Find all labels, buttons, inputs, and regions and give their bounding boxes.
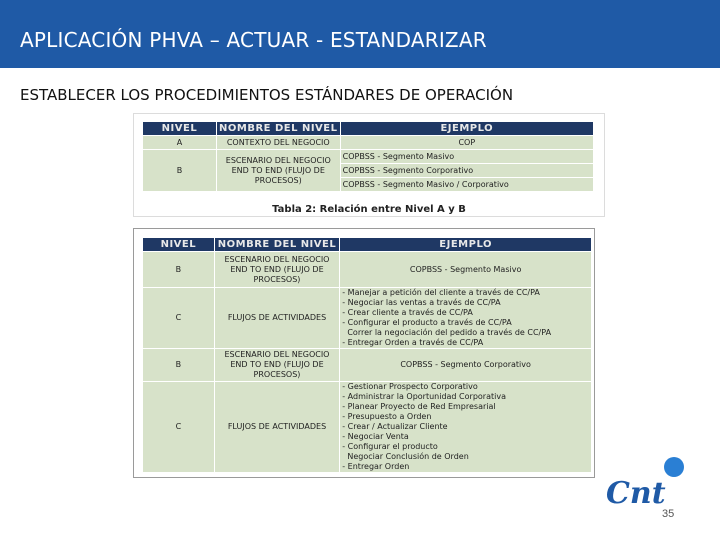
list-item: Negociar Conclusión de Orden	[342, 452, 469, 461]
table1-header-row	[143, 122, 594, 136]
table2-r4-nivel: C	[143, 382, 215, 473]
table-row	[143, 252, 592, 288]
table1-b-nombre: ESCENARIO DEL NEGOCIO END TO END (FLUJO DE PROCESOS)	[216, 150, 340, 192]
table1-panel	[133, 113, 605, 217]
table2-r2-nivel: C	[143, 288, 215, 349]
table2-r3-ejemplo: COPBSS - Segmento Corporativo	[340, 349, 592, 382]
table2-r1-ejemplo: COPBSS - Segmento Masivo	[340, 252, 592, 288]
table-row	[143, 349, 592, 382]
list-item: - Entregar Orden a través de CC/PA	[342, 338, 484, 347]
table-row	[143, 150, 594, 164]
list-item: Correr la negociación del pedido a través de CC/PA	[342, 328, 552, 337]
table2-header-nombre: NOMBRE DEL NIVEL	[214, 238, 340, 252]
list-item: - Entregar Orden	[342, 462, 410, 471]
table2-r2-items	[340, 288, 592, 349]
list-item: - Negociar las ventas a través de CC/PA	[342, 298, 501, 307]
slide-title: APLICACIÓN PHVA – ACTUAR - ESTANDARIZAR	[20, 28, 487, 52]
table2-r1-nivel: B	[143, 252, 215, 288]
table2-r4-nombre: FLUJOS DE ACTIVIDADES	[214, 382, 340, 473]
list-item: - Administrar la Oportunidad Corporativa	[342, 392, 506, 401]
page-number: 35	[662, 508, 675, 520]
table1-b-ejemplo-1: COPBSS - Segmento Masivo	[340, 150, 593, 164]
table1-caption: Tabla 2: Relación entre Nivel A y B	[272, 204, 466, 215]
table2-r3-nivel: B	[143, 349, 215, 382]
list-item: - Configurar el producto	[342, 442, 438, 451]
slide-subtitle: ESTABLECER LOS PROCEDIMIENTOS ESTÁNDARES DE OPERACIÓN	[20, 86, 514, 104]
list-item: - Presupuesto a Orden	[342, 412, 432, 421]
list-item: - Gestionar Prospecto Corporativo	[342, 382, 478, 391]
table2	[142, 237, 592, 473]
table2-header-ejemplo: EJEMPLO	[340, 238, 592, 252]
logo-text: Cnt	[606, 476, 666, 511]
list-item: - Crear / Actualizar Cliente	[342, 422, 448, 431]
table2-r1-nombre: ESCENARIO DEL NEGOCIO END TO END (FLUJO DE PROCESOS)	[214, 252, 340, 288]
table1-a-nombre: CONTEXTO DEL NEGOCIO	[216, 136, 340, 150]
table2-r3-nombre: ESCENARIO DEL NEGOCIO END TO END (FLUJO DE PROCESOS)	[214, 349, 340, 382]
list-item: - Crear cliente a través de CC/PA	[342, 308, 473, 317]
logo-dot-icon	[664, 457, 684, 477]
table2-r2-nombre: FLUJOS DE ACTIVIDADES	[214, 288, 340, 349]
table1-b-nivel: B	[143, 150, 217, 192]
table-row	[143, 382, 592, 473]
table1-a-ejemplo: COP	[340, 136, 593, 150]
table1	[142, 121, 594, 192]
cnt-logo	[604, 455, 688, 515]
list-item: - Configurar el producto a través de CC/PA	[342, 318, 512, 327]
table1-header-nombre: NOMBRE DEL NIVEL	[216, 122, 340, 136]
table1-a-nivel: A	[143, 136, 217, 150]
list-item: - Planear Proyecto de Red Empresarial	[342, 402, 496, 411]
table1-b-ejemplo-3: COPBSS - Segmento Masivo / Corporativo	[340, 178, 593, 192]
table1-header-nivel: NIVEL	[143, 122, 217, 136]
list-item: - Negociar Venta	[342, 432, 409, 441]
table-row	[143, 288, 592, 349]
table-row	[143, 136, 594, 150]
table1-header-ejemplo: EJEMPLO	[340, 122, 593, 136]
table2-r4-items	[340, 382, 592, 473]
list-item: - Manejar a petición del cliente a través de CC/PA	[342, 288, 540, 297]
slide-header	[0, 0, 720, 68]
table2-header-nivel: NIVEL	[143, 238, 215, 252]
table2-header-row	[143, 238, 592, 252]
table1-b-ejemplo-2: COPBSS - Segmento Corporativo	[340, 164, 593, 178]
table2-panel	[133, 228, 595, 478]
